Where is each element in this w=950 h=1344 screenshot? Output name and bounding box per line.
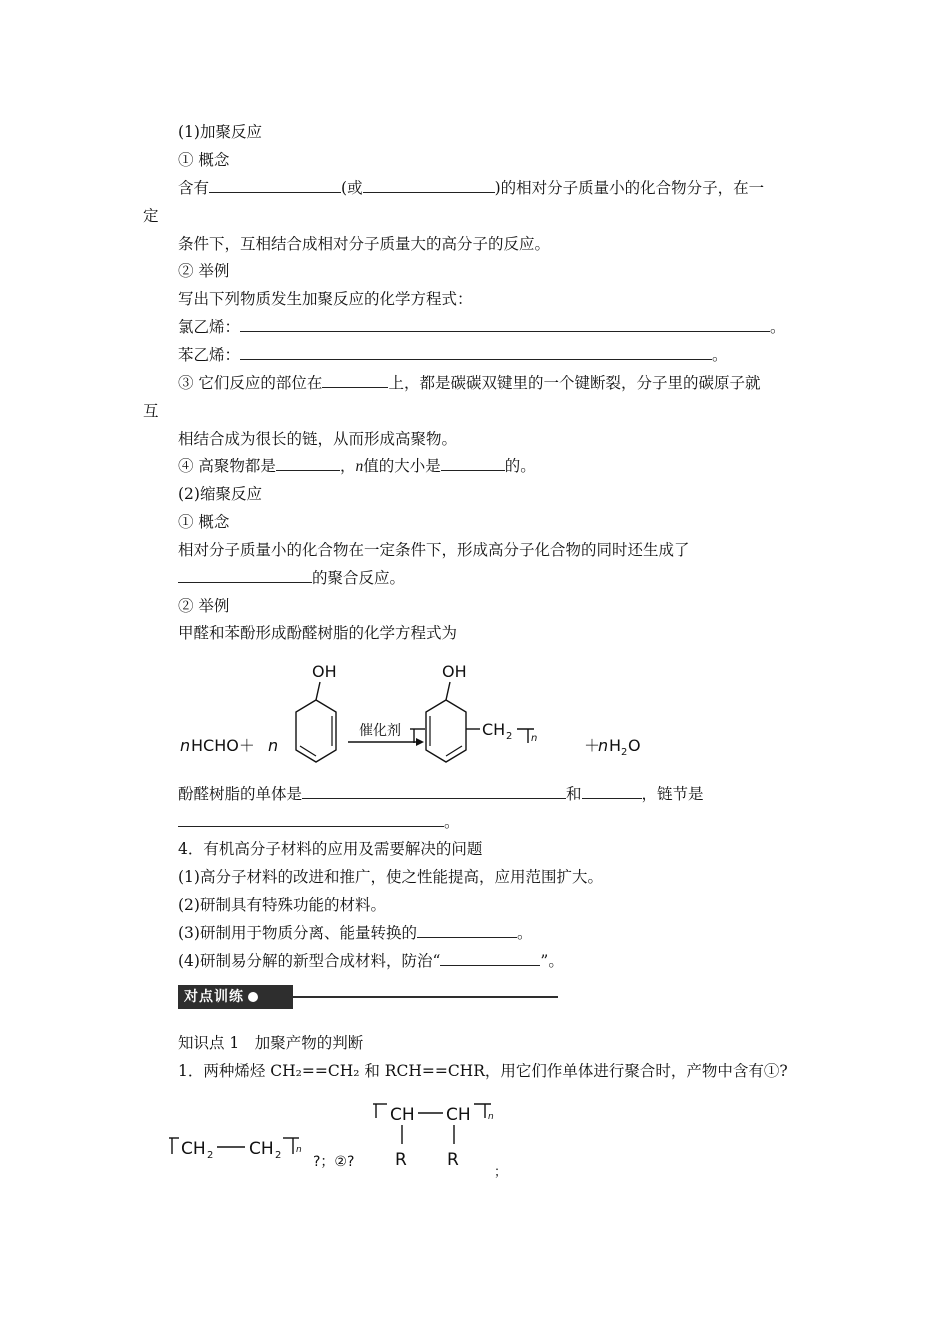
water-o: O (628, 736, 641, 755)
plus-sign: ＋ (584, 736, 601, 755)
fill-blank[interactable] (240, 316, 770, 332)
fill-blank[interactable] (276, 455, 340, 471)
polymer-structures (165, 1092, 535, 1182)
text-fragment: 。 (444, 813, 460, 831)
text-line-wrap: 互 (143, 402, 159, 420)
ch2-subscript: 2 (275, 1150, 282, 1161)
fill-blank[interactable] (240, 344, 712, 360)
text-fragment: ， (339, 457, 356, 475)
knowledge-point-title: 知识点 1 加聚产物的判断 (178, 1034, 364, 1052)
banner-label: 对点训练 (184, 989, 244, 1005)
oh-label-left: OH (312, 662, 337, 681)
bullet-icon (248, 992, 258, 1002)
fill-blank[interactable] (582, 783, 642, 799)
coef-n: n (180, 736, 191, 755)
benzene-ring-right (426, 700, 466, 762)
heading-example-2: ② 举例 (178, 597, 230, 615)
text-line-chain: 相结合成为很长的链，从而形成高聚物。 (178, 430, 458, 448)
formaldehyde-label: HCHO＋ (191, 736, 255, 755)
text-line-application-4 (178, 950, 564, 972)
tail-punctuation: ； (494, 1165, 508, 1180)
banner-divider (293, 996, 558, 998)
text-line-vinyl-chloride (178, 316, 786, 338)
text-fragment: )的相对分子质量小的化合物分子，在一 (494, 179, 765, 197)
text-line-instruction: 写出下列物质发生加聚反应的化学方程式： (178, 290, 473, 308)
heading-concept-1: ① 概念 (178, 151, 230, 169)
heading-applications: 4．有机高分子材料的应用及需要解决的问题 (178, 840, 483, 858)
text-fragment: (4)研制易分解的新型合成材料，防治“ (178, 952, 441, 970)
fill-blank[interactable] (441, 455, 505, 471)
text-fragment: ③ 它们反应的部位在 (178, 374, 323, 392)
fill-blank[interactable] (322, 372, 388, 388)
text-line-styrene (178, 344, 728, 366)
text-fragment: 含有 (178, 179, 210, 197)
r-group-label: R (447, 1150, 459, 1170)
text-fragment: 上，都是碳碳双键里的一个键断裂，分子里的碳原子就 (388, 374, 761, 392)
fill-blank[interactable] (178, 811, 444, 827)
ch2-subscript: 2 (506, 731, 513, 742)
separator-text: ?；②? (313, 1154, 355, 1170)
benzene-ring-left (296, 700, 336, 762)
bond-line (446, 682, 450, 700)
text-line-conditions: 条件下，互相结合成相对分子质量大的高分子的反应。 (178, 235, 551, 253)
heading-example-1: ② 举例 (178, 262, 230, 280)
ch-label: CH (446, 1105, 471, 1125)
water-subscript: 2 (621, 747, 628, 758)
text-fragment: ④ 高聚物都是 (178, 457, 276, 475)
repeat-n: n (531, 733, 538, 744)
text-fragment: 。 (770, 318, 786, 336)
arrow-head (416, 738, 424, 746)
text-line-contains (178, 177, 764, 199)
text-fragment: 的。 (504, 457, 536, 475)
text-fragment: 酚醛树脂的单体是 (178, 785, 303, 803)
phenolic-resin-equation (178, 655, 658, 785)
water-h: H (609, 736, 622, 755)
ch2-label: CH (181, 1139, 206, 1159)
text-fragment: 苯乙烯： (178, 346, 241, 364)
question-1-text: 1．两种烯烃 CH₂==CH₂ 和 RCH==CHR，用它们作单体进行聚合时，产物中含有①? (178, 1062, 788, 1080)
text-fragment: 的聚合反应。 (312, 569, 406, 587)
text-line-application-2: (2)研制具有特殊功能的材料。 (178, 896, 386, 914)
heading-condensation-polymerization: (2)缩聚反应 (178, 485, 262, 503)
text-line-condensation-def: 相对分子质量小的化合物在一定条件下，形成高分子化合物的同时还生成了 (178, 541, 690, 559)
text-fragment: ，链节是 (641, 785, 704, 803)
bond-line (316, 682, 320, 700)
text-line-monomers (178, 783, 704, 805)
heading-concept-2: ① 概念 (178, 513, 230, 531)
coef-n: n (598, 736, 609, 755)
text-line-wrap: 定 (143, 207, 159, 225)
fill-blank[interactable] (440, 950, 540, 966)
ch2-label: CH (482, 720, 506, 739)
ch2-label: CH (249, 1139, 274, 1159)
text-line-condensation-def-2 (178, 567, 405, 589)
oh-label-right: OH (442, 662, 467, 681)
fill-blank[interactable] (302, 783, 566, 799)
fill-blank[interactable] (363, 177, 495, 193)
ch-label: CH (390, 1105, 415, 1125)
text-fragment: 。 (516, 924, 533, 942)
text-line-repeat-unit (178, 811, 460, 833)
fill-blank[interactable] (178, 567, 312, 583)
text-fragment: ”。 (540, 952, 564, 970)
fill-blank[interactable] (417, 922, 517, 938)
ch2-subscript: 2 (207, 1150, 214, 1161)
r-group-label: R (395, 1150, 407, 1170)
repeat-n: n (488, 1112, 494, 1122)
text-line-polymer-mixture (178, 455, 536, 478)
text-fragment-n: n (355, 458, 364, 475)
text-fragment: (或 (341, 179, 363, 197)
text-fragment: 。 (712, 346, 728, 364)
text-fragment: (3)研制用于物质分离、能量转换的 (178, 924, 417, 942)
text-fragment: 和 (566, 785, 582, 803)
fill-blank[interactable] (209, 177, 341, 193)
text-line-phenolic-intro: 甲醛和苯酚形成酚醛树脂的化学方程式为 (178, 624, 458, 642)
text-line-reaction-site (178, 372, 760, 394)
coef-n: n (268, 736, 279, 755)
text-fragment: 氯乙烯： (178, 318, 241, 336)
catalyst-label: 催化剂 (359, 723, 401, 739)
text-line-application-3 (178, 922, 532, 944)
section-banner (178, 985, 293, 1009)
text-line-application-1: (1)高分子材料的改进和推广，使之性能提高，应用范围扩大。 (178, 868, 603, 886)
heading-addition-polymerization: (1)加聚反应 (178, 123, 262, 141)
repeat-n: n (296, 1145, 302, 1155)
text-fragment: 值的大小是 (363, 457, 441, 475)
